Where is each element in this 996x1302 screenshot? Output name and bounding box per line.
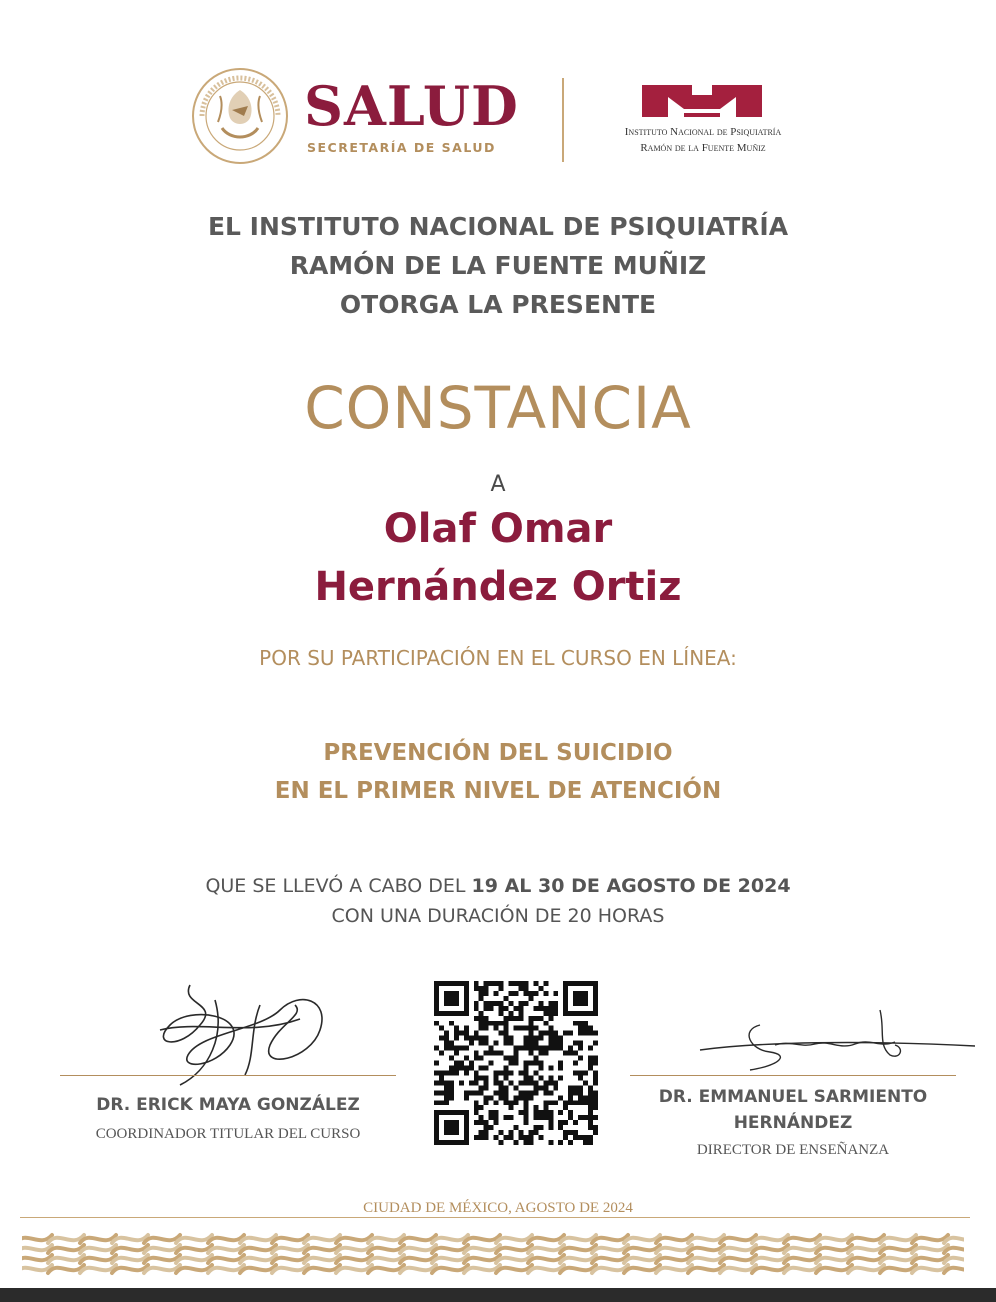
recipient-name-line2: Hernández Ortiz [314,564,682,610]
recipient-name-line1: Olaf Omar [383,506,613,552]
left-signature [140,975,340,1095]
national-seal-icon [190,66,290,166]
decorative-pattern [22,1225,964,1281]
right-signature-line [630,1075,956,1076]
heading-line3: OTORGA LA PRESENTE [339,290,657,319]
course-title-line1: PREVENCIÓN DEL SUICIDIO [323,740,673,766]
header-divider [562,78,564,162]
participation-text: POR SU PARTICIPACIÓN EN EL CURSO EN LÍNEA: [259,646,737,670]
right-signer-title: DIRECTOR DE ENSEÑANZA [696,1142,890,1158]
course-dates-prefix: QUE SE LLEVÓ A CABO DEL [205,875,472,897]
inp-logo-icon [640,83,764,119]
footer-divider [20,1217,970,1218]
certificate-title: CONSTANCIA [304,374,692,442]
salud-brand-subtitle: SECRETARÍA DE SALUD [307,140,496,155]
heading-line2: RAMÓN DE LA FUENTE MUÑIZ [289,251,707,280]
institute-name-line2: Ramón de la Fuente Muñiz [640,142,766,154]
right-signer-name-line2: HERNÁNDEZ [733,1113,853,1133]
course-dates-range: 19 AL 30 DE AGOSTO DE 2024 [471,875,791,897]
right-signer-name-line1: DR. EMMANUEL SARMIENTO [658,1087,928,1107]
salud-brand-word: SALUD [304,74,519,138]
qr-code [434,981,598,1145]
institute-name-line1: Instituto Nacional de Psiquiatría [624,126,782,138]
course-dates [0,875,996,897]
course-title-line2: EN EL PRIMER NIVEL DE ATENCIÓN [274,778,722,804]
right-signature [680,1000,980,1080]
left-signer-title: COORDINADOR TITULAR DEL CURSO [95,1126,361,1142]
recipient-prefix: A [490,472,506,497]
place-and-date: CIUDAD DE MÉXICO, AGOSTO DE 2024 [363,1200,633,1216]
left-signer-name: DR. ERICK MAYA GONZÁLEZ [96,1095,360,1115]
course-duration: CON UNA DURACIÓN DE 20 HORAS [331,905,665,927]
bottom-bar [0,1288,996,1302]
heading-line1: EL INSTITUTO NACIONAL DE PSIQUIATRÍA [207,212,789,241]
left-signature-line [60,1075,396,1076]
